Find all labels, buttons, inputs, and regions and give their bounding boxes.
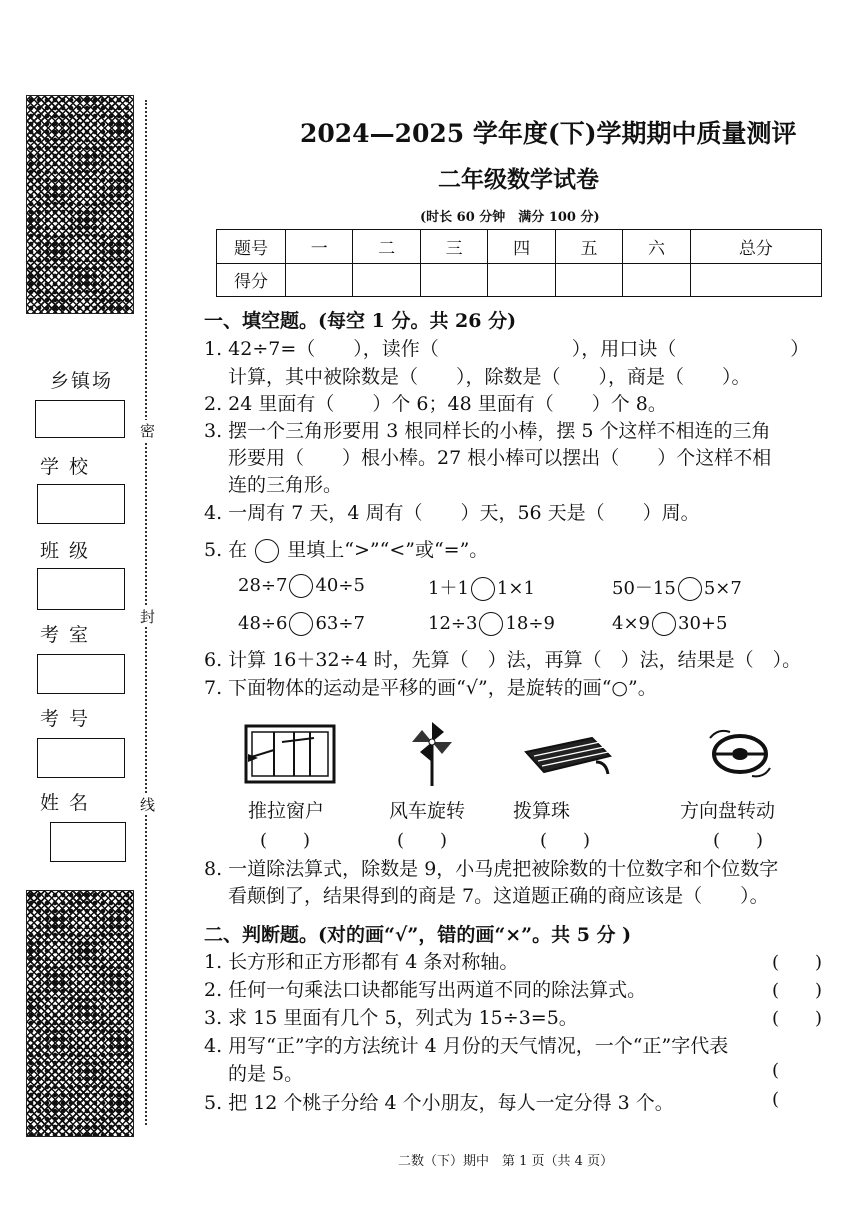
compare-right: 5×7: [703, 578, 742, 599]
compare-right: 1×1: [496, 578, 535, 599]
score-header-cell: 四: [488, 230, 555, 264]
answer-blank[interactable]: ( ): [397, 830, 448, 851]
seal-char-feng: 封: [140, 608, 156, 626]
field-school[interactable]: [37, 484, 125, 524]
score-header-cell: 总分: [690, 230, 821, 264]
judge-item-5: 5. 把 12 个桃子分给 4 个小朋友，每人一定分得 3 个。: [204, 1092, 674, 1114]
label-township: 乡镇场: [50, 370, 114, 392]
score-header-cell: 二: [353, 230, 420, 264]
question-8-line-a: 8. 一道除法算式，除数是 9，小马虎把被除数的十位数字和个位数字: [204, 858, 779, 880]
label-name: 姓名: [40, 792, 99, 814]
field-class[interactable]: [37, 568, 125, 610]
question-5-intro: [204, 535, 488, 563]
question-7: 7. 下面物体的运动是平移的画“√”，是旋转的画“○”。: [204, 677, 657, 699]
sliding-window-icon: [244, 724, 336, 784]
question-4: 4. 一周有 7 天，4 周有（ ）天，56 天是（ ）周。: [204, 502, 700, 524]
label-room: 考室: [40, 624, 99, 646]
score-cell[interactable]: [623, 263, 690, 297]
compare-blank[interactable]: [289, 612, 313, 636]
exam-subtitle: 二年级数学试卷: [438, 166, 599, 193]
question-2: 2. 24 里面有（ ）个 6；48 里面有（ ）个 8。: [204, 393, 667, 415]
label-exam-number: 考号: [40, 708, 99, 730]
score-cell[interactable]: [690, 263, 821, 297]
judge-blank[interactable]: (: [772, 1089, 780, 1110]
score-table-score-row: [217, 263, 822, 297]
judge-item-4-line-b: 的是 5。: [228, 1063, 304, 1085]
answer-blank[interactable]: ( ): [540, 830, 591, 851]
compare-left: 50－15: [612, 578, 676, 599]
label-school: 学校: [40, 456, 99, 478]
section1-heading: 一、填空题。(每空 1 分。共 26 分): [204, 310, 517, 332]
answer-blank[interactable]: ( ): [260, 830, 311, 851]
abacus-icon: [522, 732, 614, 780]
compare-right: 40÷5: [315, 575, 365, 596]
caption-abacus: 拨算珠: [513, 800, 571, 822]
question-1-line-b: 计算，其中被除数是（ ），除数是（ ），商是（ ）。: [228, 366, 751, 388]
decorative-pattern-top: [26, 95, 134, 314]
judge-item-3: 3. 求 15 里面有几个 5，列式为 15÷3=5。: [204, 1007, 578, 1029]
judge-item-2: 2. 任何一句乘法口诀都能写出两道不同的除法算式。: [204, 979, 647, 1001]
label-class: 班级: [40, 540, 99, 562]
compare-item: [612, 612, 727, 636]
question-5-intro-a: 5. 在: [204, 539, 248, 561]
score-cell[interactable]: [488, 263, 555, 297]
score-header-cell: 六: [623, 230, 690, 264]
score-cell[interactable]: [420, 263, 487, 297]
compare-circle-icon: [255, 539, 279, 563]
compare-blank[interactable]: [678, 577, 702, 601]
question-3-line-a: 3. 摆一个三角形要用 3 根同样长的小棒，摆 5 个这样不相连的三角: [204, 420, 771, 442]
question-8-line-b: 看颠倒了，结果得到的商是 7。这道题正确的商应该是（ ）。: [228, 885, 769, 907]
seal-char-mi: 密: [140, 422, 156, 440]
compare-left: 28÷7: [238, 575, 288, 596]
score-header-cell: 三: [420, 230, 487, 264]
exam-meta: (时长 60 分钟 满分 100 分): [420, 210, 600, 225]
field-exam-number[interactable]: [37, 738, 125, 778]
score-header-cell: 一: [286, 230, 353, 264]
score-table: [216, 229, 822, 297]
compare-item: [428, 612, 555, 636]
judge-item-4-line-a: 4. 用写“正”字的方法统计 4 月份的天气情况，一个“正”字代表: [204, 1035, 729, 1057]
score-header-cell: 题号: [217, 230, 286, 264]
compare-item: [612, 574, 742, 601]
score-table-header-row: [217, 230, 822, 264]
compare-item: [238, 574, 365, 598]
field-township[interactable]: [35, 400, 125, 438]
judge-blank[interactable]: ( ): [772, 952, 823, 973]
score-cell[interactable]: [353, 263, 420, 297]
answer-blank[interactable]: ( ): [713, 830, 764, 851]
caption-pinwheel: 风车旋转: [389, 800, 466, 822]
page-footer: 二数（下）期中 第 1 页（共 4 页）: [398, 1154, 614, 1169]
judge-item-1: 1. 长方形和正方形都有 4 条对称轴。: [204, 951, 519, 973]
question-1-line-a: 1. 42÷7=（ ），读作（ ），用口诀（ ）: [204, 338, 810, 360]
compare-left: 48÷6: [238, 613, 288, 634]
compare-blank[interactable]: [471, 577, 495, 601]
score-header-cell: 五: [555, 230, 622, 264]
question-3-line-b: 形要用（ ）根小棒。27 根小棒可以摆出（ ）个这样不相: [228, 447, 772, 469]
compare-blank[interactable]: [289, 574, 313, 598]
pinwheel-icon: [408, 718, 456, 788]
judge-blank[interactable]: ( ): [772, 980, 823, 1001]
exam-title: 2024—2025 学年度(下)学期期中质量测评: [300, 119, 797, 148]
score-cell[interactable]: [286, 263, 353, 297]
section2-heading: 二、判断题。(对的画“√”，错的画“×”。共 5 分 ): [204, 924, 632, 946]
field-name[interactable]: [50, 822, 126, 862]
compare-left: 1＋1: [428, 578, 469, 599]
score-cell[interactable]: [555, 263, 622, 297]
compare-right: 18÷9: [505, 613, 555, 634]
compare-blank[interactable]: [652, 612, 676, 636]
compare-left: 12÷3: [428, 613, 478, 634]
question-3-line-c: 连的三角形。: [228, 474, 343, 496]
seal-char-xian: 线: [140, 796, 156, 814]
score-row-label: 得分: [217, 263, 286, 297]
caption-sliding-window: 推拉窗户: [248, 800, 325, 822]
compare-item: [238, 612, 365, 636]
steering-wheel-icon: [704, 724, 776, 784]
question-6: 6. 计算 16＋32÷4 时，先算（ ）法，再算（ ）法，结果是（ ）。: [204, 649, 802, 671]
compare-item: [428, 574, 535, 601]
decorative-pattern-bottom: [26, 890, 134, 1137]
compare-left: 4×9: [612, 613, 650, 634]
field-room[interactable]: [37, 654, 125, 694]
caption-steering-wheel: 方向盘转动: [680, 800, 776, 822]
compare-right: 63÷7: [315, 613, 365, 634]
judge-blank[interactable]: ( ): [772, 1008, 823, 1029]
question-5-intro-b: 里填上“>”“<”或“=”。: [287, 539, 489, 561]
judge-blank[interactable]: (: [772, 1060, 780, 1081]
compare-blank[interactable]: [479, 612, 503, 636]
compare-right: 30+5: [678, 613, 728, 634]
